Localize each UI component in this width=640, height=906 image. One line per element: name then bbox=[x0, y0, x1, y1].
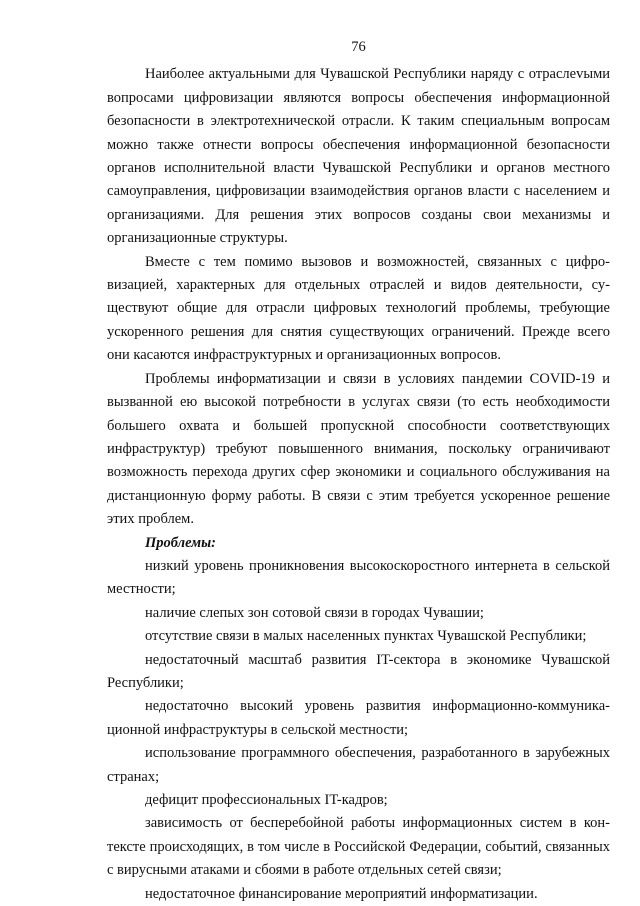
page-number: 76 bbox=[351, 39, 366, 55]
paragraph-digitalization-issues: Наиболее актуальными для Чувашской Республики наряду с отраслеvыми вопросами цифровизации являются вопросы обеспечения информационной безопасности в электротехнической отрасли. К таким специальным вопросам можно также отнести вопросы обеспечения информационной безопасности органов исполнительной власти Чувашской Республики и органов местного самоуправления, цифровизации взаимодействия органов власти с населением и организациями. Для решения этих вопросов созданы свои механизмы и организационные структуры. bbox=[107, 66, 610, 247]
problem-item: дефицит профессиональных IT-кадров; bbox=[145, 792, 388, 808]
problem-item: зависимость от бесперебойной работы информационных систем в контексте происходящих, в том числе в Российской Федерации, событий, связанных с вирусными атаками и сбоями в работе отдельных сетей связи; bbox=[107, 815, 610, 879]
problem-item: наличие слепых зон сотовой связи в городах Чувашии; bbox=[145, 604, 484, 621]
problem-item: недостаточно высокий уровень развития информационно-коммуникационной инфраструктуры в сельской местности; bbox=[107, 698, 610, 738]
problem-item: недостаточное финансирование мероприятий информатизации. bbox=[145, 885, 538, 902]
problem-item: использование программного обеспечения, разработанного в зарубежных странах; bbox=[107, 745, 610, 785]
problem-item: отсутствие связи в малых населенных пунктах Чувашской Республики; bbox=[145, 628, 587, 645]
problems-heading: Проблемы: bbox=[145, 534, 216, 551]
problem-item: недостаточный масштаб развития IT-сектора в экономике Чувашской Республики; bbox=[107, 651, 610, 691]
paragraph-common-problems: Вместе с тем помимо вызовов и возможностей, связанных с цифровизацией, характерных для отдельных отраслей и видов деятельности, существуют общие для отрасли цифровых технологий проблемы, требующие ускоренного решения для снятия существующих ограничений. Прежде всего они касаются инфраструктурных и организационных вопросов. bbox=[107, 253, 610, 364]
problem-item: низкий уровень проникновения высокоскоростного интернета в сельской местности; bbox=[107, 557, 610, 598]
paragraph-covid-problems: Проблемы информатизации и связи в условиях пандемии COVID-19 и вызванной ею высокой потребности в услугах связи (то есть необходимости большего охвата и большей пропускной способности соответствующих инфраструктур) требуют повышенного внимания, поскольку ограничивают возможность перехода других сфер экономики и социального обслуживания на дистанционную форму работы. В связи с этим требуется ускоренное решение этих проблем. bbox=[107, 370, 610, 528]
